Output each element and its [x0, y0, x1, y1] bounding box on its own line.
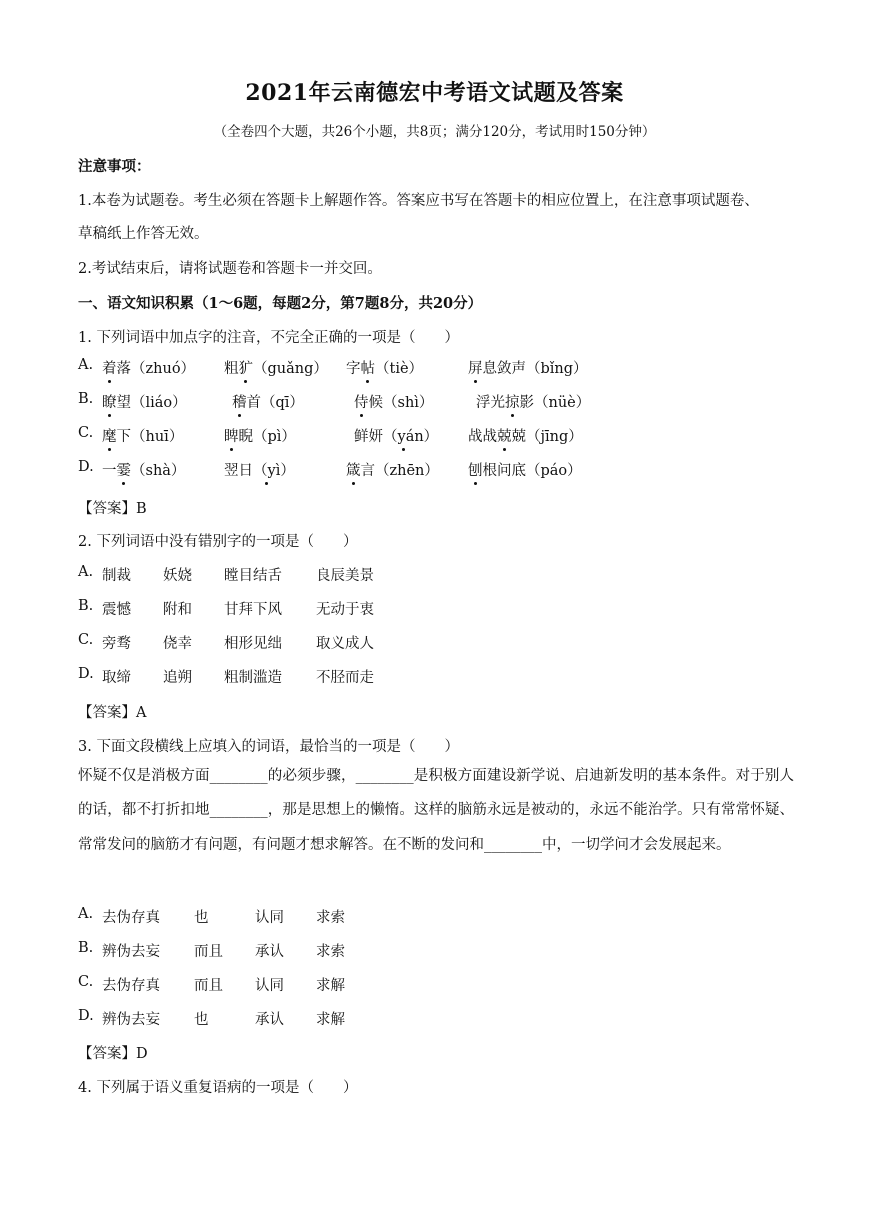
- q1-stem: 1. 下列词语中加点字的注音，不完全正确的一项是（ ）: [78, 330, 459, 346]
- q3-stem: 3. 下面文段横线上应填入的词语，最恰当的一项是（ ）: [78, 739, 459, 755]
- notice-item-1-cont: 草稿纸上作答无效。: [78, 226, 209, 242]
- q3-answer: 【答案】D: [78, 1046, 148, 1062]
- q1-answer: 【答案】B: [78, 501, 147, 517]
- notice-item-2: 2.考试结束后，请将试题卷和答题卡一并交回。: [78, 261, 382, 277]
- q2-answer: 【答案】A: [78, 705, 147, 721]
- page-subtitle: （全卷四个大题，共26个小题，共8页；满分120分，考试用时150分钟）: [213, 124, 656, 140]
- notice-item-1: 1.本卷为试题卷。考生必须在答题卡上解题作答。答案应书写在答题卡的相应位置上，在注意事项试题卷、: [78, 193, 759, 209]
- page-title: 2021年云南德宏中考语文试题及答案: [245, 80, 624, 106]
- exam-page: 2021年云南德宏中考语文试题及答案 （全卷四个大题，共26个小题，共8页；满分120分，考试用时150分钟） 注意事项： 1.本卷为试题卷。考生必须在答题卡上解题作答。答案应书写在答题卡的相应位置上，在注意事项试题卷、 草稿纸上作答无效。 2.考试结束后，请将试题卷和答题卡一并交回。 一、语文知识积累（1～6题，每题2分，第7题8分，共20分） 1. 下列词语中加点字的注音，不完全正确的一项是（ ） A. 着落（zhuó） 粗犷（guǎng） 字帖（tiè） 屏息敛声（bǐng） B. 瞭望（liáo） 稽首（qī） 侍候（shì） 浮光掠影（nüè） C. 麾下（huī） 睥睨（pì） 鲜妍（yán） 战战兢兢（jīng） D. 一霎（shà） 翌日（yì） 箴言（zhēn） 刨根问底（páo） 【答案】B 2. 下列词语中没有错别字的一项是（ ） A. 制裁 妖娆 瞠目结舌 良辰美景 B. 震憾 附和 甘拜下风 无动于衷 C. 旁骛 侥幸 相形见绌 取义成人 D. 取缔 追朔 粗制滥造 不胫而走 【答案】A 3. 下面文段横线上应填入的词语，最恰当的一项是（ ） 怀疑不仅是消极方面________的必须步骤，________是积极方面建设新学说、启迪新发明的基本条件。对于别人的话，都不打折扣地________，那是思想上的懒惰。这样的脑筋永远是被动的，永远不能治学。只有常常怀疑、常常发问的脑筋才有问题，有问题才想求解答。在不断的发问和________中，一切学问才会发展起来。 A. 去伪存真 也 认同 求索 B. 辨伪去妄 而且 承认 求索 C. 去伪存真 而且 认同 求解 D. 辨伪去妄 也 承认 求解 【答案】D 4. 下列属于语义重复语病的一项是（ ）: [0, 0, 869, 1228]
- q3-passage: 怀疑不仅是消极方面________的必须步骤，________是积极方面建设新学说、启迪新发明的基本条件。对于别人的话，都不打折扣地________，那是思想上的懒惰。这样的脑筋永远是被动的，永远不能治学。只有常常怀疑、常常发问的脑筋才有问题，有问题才想求解答。在不断的发问和________中，一切学问才会发展起来。: [78, 768, 794, 853]
- notice-heading: 注意事项：: [78, 158, 151, 175]
- q4-stem: 4. 下列属于语义重复语病的一项是（ ）: [78, 1080, 358, 1096]
- section-heading-1: 一、语文知识积累（1～6题，每题2分，第7题8分，共20分）: [78, 295, 483, 312]
- q2-stem: 2. 下列词语中没有错别字的一项是（ ）: [78, 534, 358, 550]
